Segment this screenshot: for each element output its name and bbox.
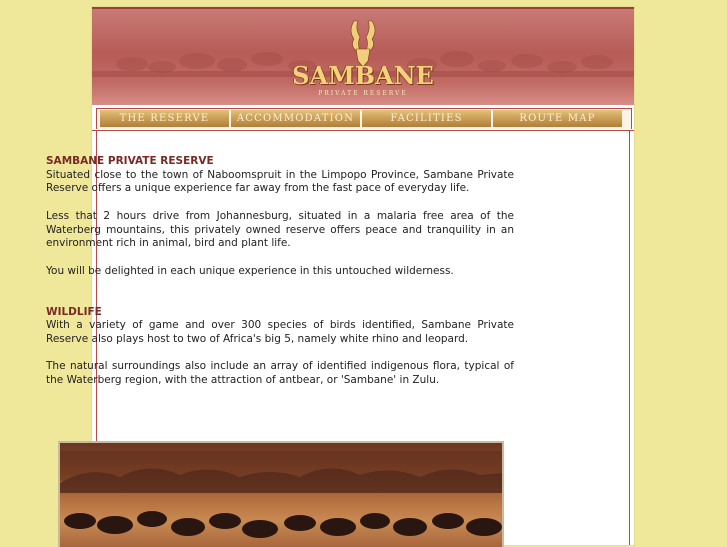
paragraph: Situated close to the town of Naboomspruit in the Limpopo Province, Sambane Private Reserve offers a unique experience far away from the fast pace of everyday life. (46, 168, 514, 195)
nav-route-map[interactable]: ROUTE MAP (493, 110, 622, 127)
spacer (46, 292, 514, 306)
paragraph: You will be delighted in each unique experience in this untouched wilderness. (46, 264, 454, 277)
paragraph: With a variety of game and over 300 species of birds identified, Sambane Private Reserve also plays host to two of Africa's big 5, namely white rhino and leopard. (46, 319, 514, 346)
section-heading-wildlife: WILDLIFE (46, 305, 102, 318)
wildlife-photo (58, 441, 504, 547)
paragraph: Less that 2 hours drive from Johannesburg, situated in a malaria free area of the Waterberg mountains, this privately owned reserve offers peace and tranquility in an environment rich in animal, bird and plant life. (46, 209, 514, 250)
paragraph: The natural surroundings also include an array of identified indigenous flora, typical of the Waterberg region, with the attraction of antbear, or 'Sambane' in Zulu. (46, 360, 514, 387)
nav-the-reserve[interactable]: THE RESERVE (100, 110, 229, 127)
logo-title[interactable]: SAMBANE (292, 61, 434, 90)
nav-facilities[interactable]: FACILITIES (362, 110, 491, 127)
header-banner (92, 7, 634, 107)
main-content (46, 155, 514, 402)
wildebeest-herd-image (60, 443, 502, 547)
nav-accommodation[interactable]: ACCOMMODATION (231, 110, 360, 127)
section-heading-reserve: SAMBANE PRIVATE RESERVE (46, 155, 214, 167)
nav-bar (92, 105, 634, 131)
logo-tagline: PRIVATE RESERVE (318, 90, 408, 97)
